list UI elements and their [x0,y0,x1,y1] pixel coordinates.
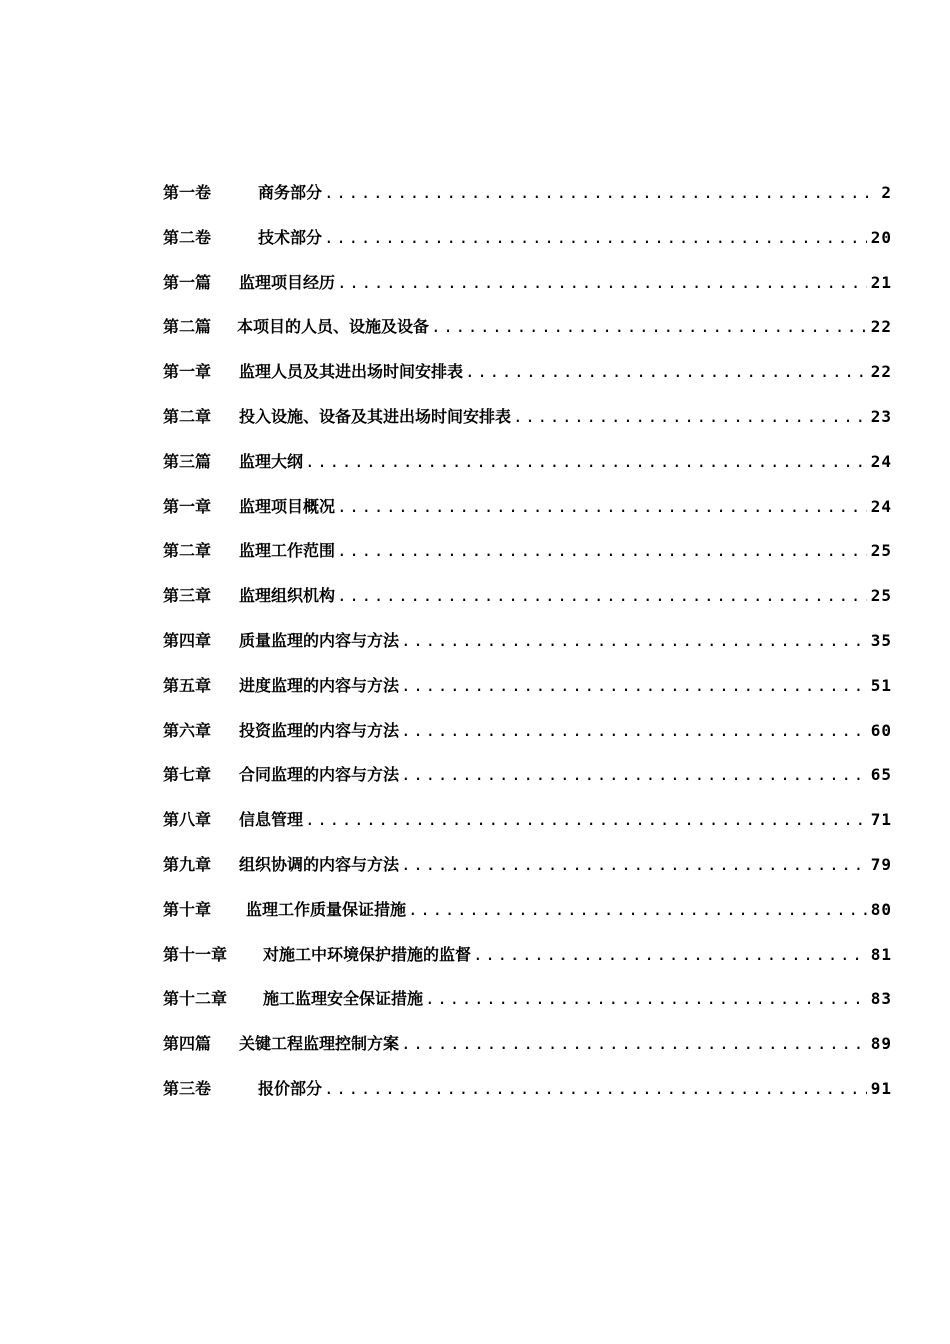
toc-entry[interactable] [163,718,892,763]
dot-leader [465,362,867,381]
dot-leader [401,855,867,874]
toc-entry-title: 监理项目概况 [239,496,336,516]
dot-leader [473,945,867,964]
toc-entry-title: 投入设施、设备及其进出场时间安排表 [239,406,512,426]
toc-entry-page: 79 [870,854,892,874]
toc-entry[interactable] [163,404,892,449]
toc-entry-page: 91 [870,1078,892,1098]
toc-entry-label: 第八章 [163,810,212,830]
dot-leader [401,765,867,784]
toc-entry-title: 组织协调的内容与方法 [239,854,400,874]
toc-entry[interactable] [163,897,892,942]
toc-entry-label: 第三篇 [163,451,212,471]
toc-entry-page: 60 [870,720,892,740]
toc-entry-title: 报价部分 [258,1078,323,1098]
toc-entry-label: 第二章 [163,541,212,561]
toc-entry-title: 监理工作质量保证措施 [246,899,407,919]
toc-entry-title: 关键工程监理控制方案 [239,1034,400,1054]
dot-leader [425,989,867,1008]
toc-entry[interactable] [163,270,892,315]
toc-entry-label: 第五章 [163,675,212,695]
toc-entry[interactable] [163,359,892,404]
dot-leader [401,1034,867,1053]
toc-entry-title: 进度监理的内容与方法 [239,675,400,695]
toc-entry[interactable] [163,673,892,718]
toc-entry-page: 24 [870,496,892,516]
toc-entry-label: 第十二章 [163,989,228,1009]
dot-leader [337,586,867,605]
toc-entry-page: 23 [870,406,892,426]
toc-entry-page: 80 [870,899,892,919]
toc-entry-page: 21 [870,272,892,292]
dot-leader [513,407,867,426]
toc-entry-label: 第十章 [163,899,212,919]
toc-entry-title: 质量监理的内容与方法 [239,630,400,650]
toc-entry[interactable] [163,314,892,359]
dot-leader [305,452,867,471]
dot-leader [337,497,867,516]
toc-entry-label: 第十一章 [163,944,228,964]
toc-entry[interactable] [163,942,892,987]
toc-entry[interactable] [163,986,892,1031]
toc-entry-page: 25 [870,541,892,561]
toc-entry-label: 第二章 [163,406,212,426]
toc-entry[interactable] [163,583,892,628]
toc-entry[interactable] [163,494,892,539]
dot-leader [401,631,867,650]
toc-entry-title: 监理组织机构 [239,586,336,606]
toc-entry-title: 技术部分 [258,227,323,247]
toc-entry[interactable] [163,807,892,852]
toc-entry-title: 对施工中环境保护措施的监督 [263,944,472,964]
toc-entry-label: 第一卷 [163,183,212,202]
toc-entry-label: 第四章 [163,630,212,650]
toc-entry-page: 83 [870,989,892,1009]
toc-entry-label: 第七章 [163,765,212,785]
toc-entry[interactable] [163,1031,892,1076]
toc-entry-label: 第一篇 [163,272,212,292]
toc-entry-title: 投资监理的内容与方法 [239,720,400,740]
toc-entry-title: 监理大纲 [239,451,304,471]
dot-leader [324,228,867,247]
toc-entry-page: 65 [870,765,892,785]
toc-entry[interactable] [163,852,892,897]
toc-entry-label: 第一章 [163,362,212,382]
toc-entry[interactable] [163,538,892,583]
toc-entry-label: 第四篇 [163,1034,212,1054]
toc-entry-page: 20 [870,227,892,247]
dot-leader [324,183,877,202]
dot-leader [431,317,867,336]
toc-entry-label: 第三章 [163,586,212,606]
toc-entry[interactable] [163,1076,892,1121]
toc-entry-label: 第一章 [163,496,212,516]
toc-entry-page: 81 [870,944,892,964]
toc-entry-page: 89 [870,1034,892,1054]
toc-entry-label: 第六章 [163,720,212,740]
toc-entry-label: 第三卷 [163,1078,212,1098]
toc-entry-title: 监理人员及其进出场时间安排表 [239,362,464,382]
toc-entry-page: 22 [870,362,892,382]
toc-entry[interactable] [163,762,892,807]
toc-entry[interactable] [163,449,892,494]
toc-entry-page: 24 [870,451,892,471]
toc-entry-title: 商务部分 [258,183,323,202]
toc-entry-page: 25 [870,586,892,606]
toc-entry-title: 监理项目经历 [239,272,336,292]
toc-entry[interactable] [163,180,892,225]
dot-leader [401,721,867,740]
toc-entry-page: 2 [881,183,892,202]
toc-entry-page: 22 [870,317,892,337]
toc-entry-title: 监理工作范围 [239,541,336,561]
dot-leader [408,900,867,919]
toc-entry-label: 第九章 [163,854,212,874]
table-of-contents [163,180,892,1121]
dot-leader [324,1079,867,1098]
toc-entry-title: 信息管理 [239,810,304,830]
toc-entry-title: 本项目的人员、设施及设备 [237,317,430,337]
dot-leader [337,273,867,292]
toc-entry-label: 第二篇 [163,317,212,337]
dot-leader [305,810,867,829]
dot-leader [337,541,867,560]
toc-entry-title: 施工监理安全保证措施 [263,989,424,1009]
toc-entry[interactable] [163,225,892,270]
toc-entry[interactable] [163,628,892,673]
toc-entry-title: 合同监理的内容与方法 [239,765,400,785]
toc-entry-page: 51 [870,675,892,695]
dot-leader [401,676,867,695]
toc-entry-page: 35 [870,630,892,650]
toc-entry-label: 第二卷 [163,227,212,247]
toc-entry-page: 71 [870,810,892,830]
